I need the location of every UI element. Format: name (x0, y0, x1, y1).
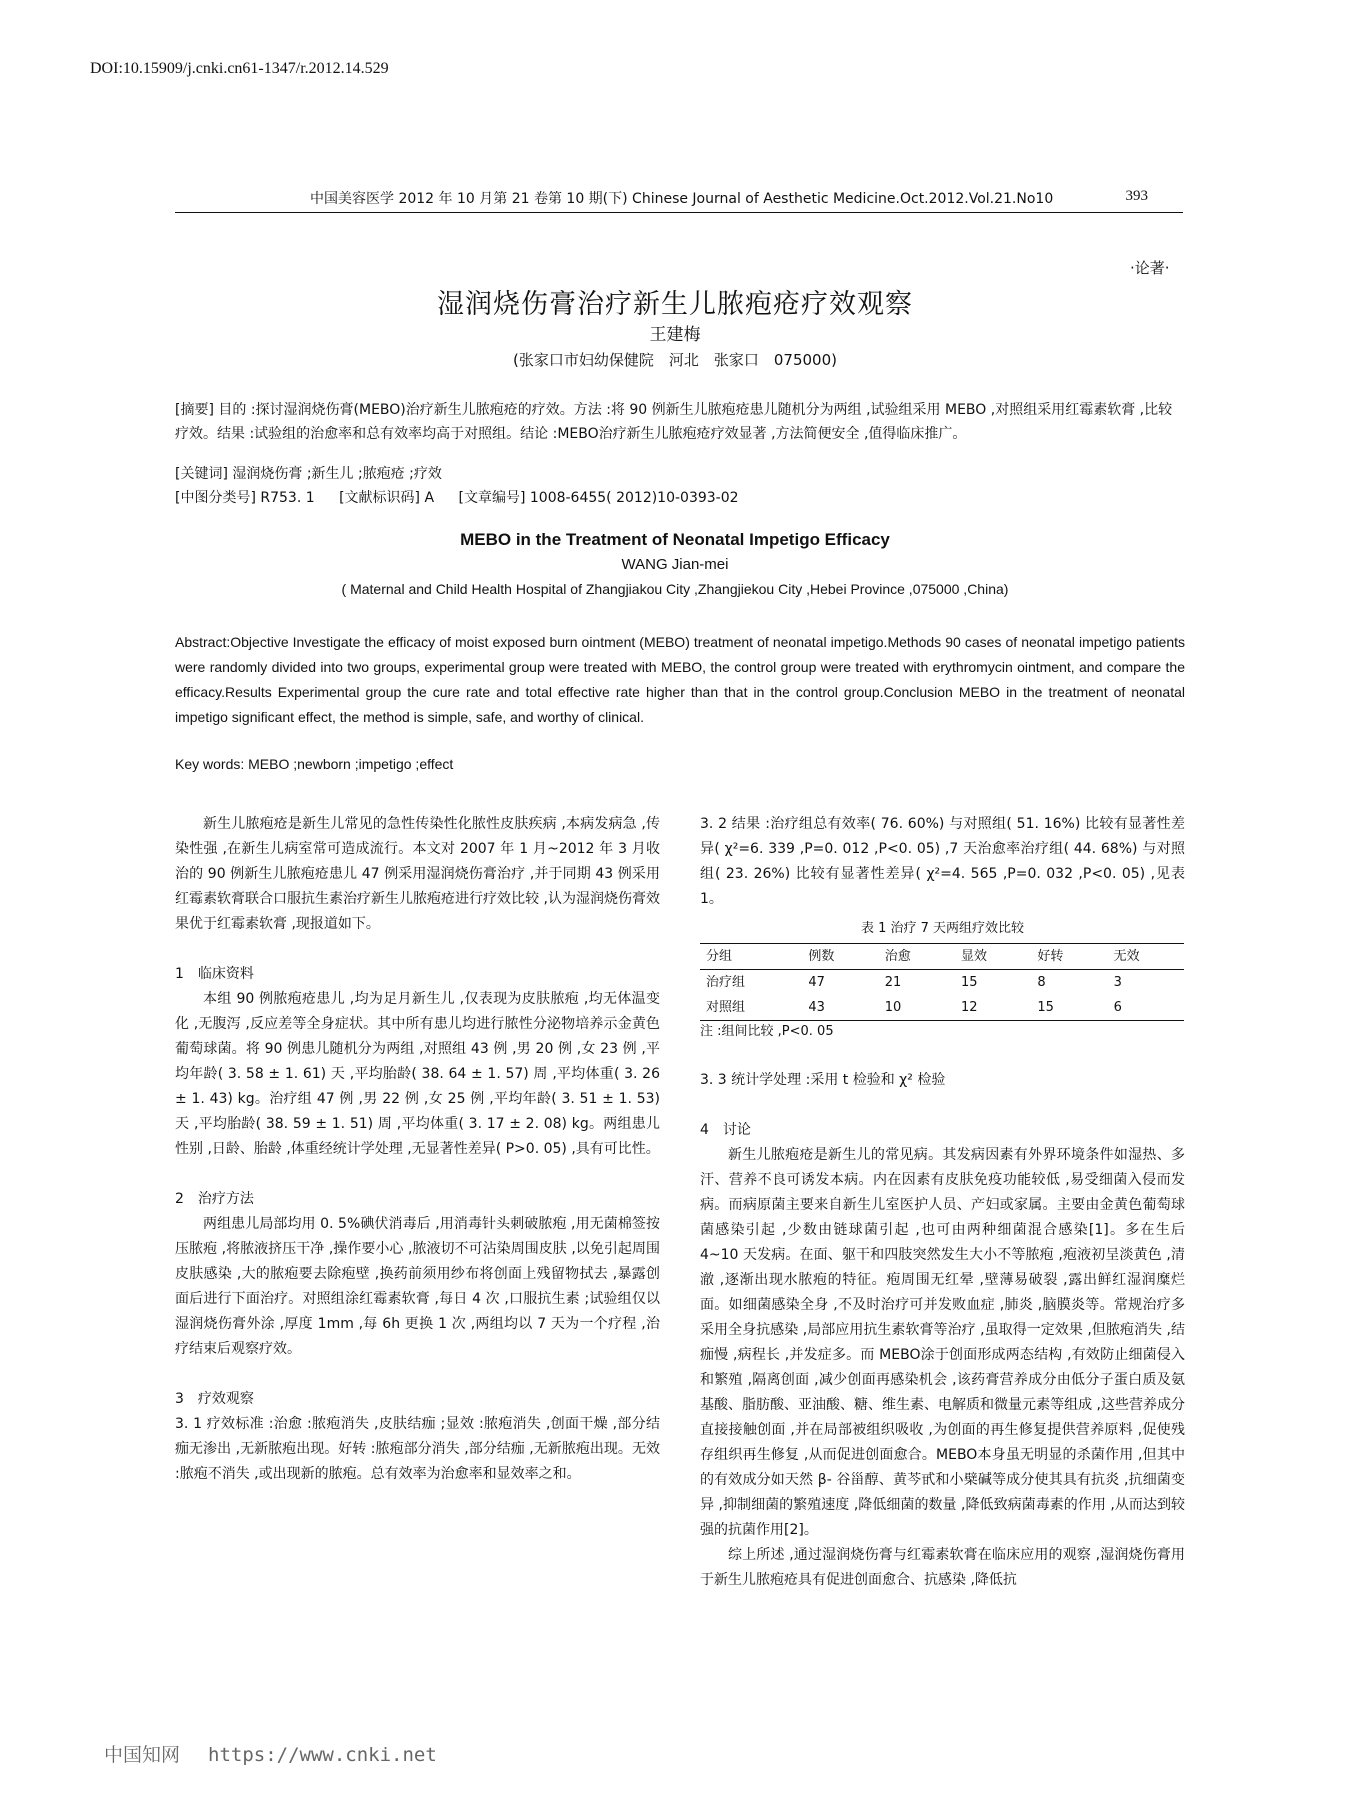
article-title: 湿润烧伤膏治疗新生儿脓疱疮疗效观察 (437, 289, 913, 320)
doi: DOI:10.15909/j.cnki.cn61-1347/r.2012.14.529 (90, 60, 389, 77)
abstract-cn: [摘要] 目的 :探讨湿润烧伤膏(MEBO)治疗新生儿脓疱疮的疗效。方法 :将 90 例新生儿脓疱疮患儿随机分为两组 ,试验组采用 MEBO ,对照组采用红霉素软膏 ,比较疗效。结果 :试验组的治愈率和总有效率均高于对照组。结论 :MEBO治疗新生儿脓疱疮疗效显著 ,方法简便安全 ,值得临床推广。 (175, 402, 1173, 442)
table-cell: 15 (1037, 1000, 1054, 1015)
keywords-block (175, 462, 1185, 510)
conclusion-paragraph: 综上所述 ,通过湿润烧伤膏与红霉素软膏在临床应用的观察 ,湿润烧伤膏用于新生儿脓疱疮具有促进创面愈合、抗感染 ,降低抗 (700, 1547, 1185, 1588)
table-row (700, 995, 1184, 1021)
author: 王建梅 (649, 325, 701, 345)
table-cell: 8 (1037, 975, 1046, 990)
running-head (175, 188, 1183, 213)
efficacy-table (700, 943, 1184, 1021)
table-row (700, 970, 1184, 996)
right-column (700, 812, 1185, 1593)
heading-discussion: 4 讨论 (700, 1122, 751, 1138)
english-abstract: Abstract:Objective Investigate the efficacy of moist exposed burn ointment (MEBO) treatment of neonatal impetigo.Methods 90 cases of neonatal impetigo patients were randomly divided into two groups, experimental group were treated with MEBO, the control group were treated with erythromycin ointment, and compare the efficacy.Results Experimental group the cure rate and total effective rate higher than that in the control group.Conclusion MEBO in the treatment of neonatal impetigo significant effect, the method is simple, safe, and worthy of clinical. (175, 634, 1185, 725)
treatment-paragraph: 两组患儿局部均用 0. 5%碘伏消毒后 ,用消毒针头刺破脓疱 ,用无菌棉签按压脓疱 ,将脓液挤压干净 ,操作要小心 ,脓液切不可沾染周围皮肤 ,以免引起周围皮肤感染 ,大的脓疱要去除疱壁 ,换药前须用纱布将创面上残留物拭去 ,暴露创面后进行下面治疗。对照组涂红霉素软膏 ,每日 4 次 ,口服抗生素 ;试验组仅以湿润烧伤膏外涂 ,厚度 1mm ,每 6h 更换 1 次 ,两组均以 7 天为一个疗程 ,治疗结束后观察疗效。 (175, 1216, 660, 1357)
table-cell: 47 (808, 975, 825, 990)
journal-info: 中国美容医学 2012 年 10 月第 21 卷第 10 期(下) Chinese Journal of Aesthetic Medicine.Oct.2012.Vol.21.No10 (310, 191, 1054, 207)
keywords-cn: [关键词] 湿润烧伤膏 ;新生儿 ;脓疱疮 ;疗效 (175, 466, 442, 482)
classification-number: [中图分类号] R753. 1 (175, 490, 315, 506)
table-cell: 3 (1113, 975, 1122, 990)
clinical-data-paragraph: 本组 90 例脓疱疮患儿 ,均为足月新生儿 ,仅表现为皮肤脓疱 ,均无体温变化 ,无腹泻 ,反应差等全身症状。其中所有患儿均进行脓性分泌物培养示金黄色葡萄球菌。将 90 例患儿随机分为两组 ,对照组 43 例 ,男 20 例 ,女 23 例 ,平均年龄( 3. 58 ± 1. 61) 天 ,平均胎龄( 38. 64 ± 1. 57) 周 ,平均体重( 3. 26 ± 1. 43) kg。治疗组 47 例 ,男 22 例 ,女 25 例 ,平均年龄( 3. 51 ± 1. 53) 天 ,平均胎龄( 38. 59 ± 1. 51) 周 ,平均体重( 3. 17 ± 2. 08) kg。两组患儿性别 ,日龄、胎龄 ,体重经统计学处理 ,无显著性差异( P>0. 05) ,具有可比性。 (175, 991, 660, 1157)
table-header: 分组 (706, 949, 733, 964)
table-header: 好转 (1037, 949, 1064, 964)
english-keywords: Key words: MEBO ;newborn ;impetigo ;effect (175, 756, 454, 772)
english-author: WANG Jian-mei (621, 556, 729, 573)
efficacy-criteria-paragraph: 3. 1 疗效标准 :治愈 :脓疱消失 ,皮肤结痂 ;显效 :脓疱消失 ,创面干燥 ,部分结痂无渗出 ,无新脓疱出现。好转 :脓疱部分消失 ,部分结痂 ,无新脓疱出现。无效 :脓疱不消失 ,或出现新的脓疱。总有效率为治愈率和显效率之和。 (175, 1416, 660, 1482)
table-cell: 43 (808, 1000, 825, 1015)
table-header-row (700, 944, 1184, 970)
footer (104, 1740, 465, 1767)
table-header: 显效 (961, 949, 988, 964)
left-column (175, 812, 660, 1487)
heading-treatment: 2 治疗方法 (175, 1191, 254, 1207)
table-cell: 15 (961, 975, 978, 990)
footer-site-name: 中国知网 (104, 1744, 181, 1766)
table-cell: 6 (1113, 1000, 1122, 1015)
intro-paragraph: 新生儿脓疱疮是新生儿常见的急性传染性化脓性皮肤疾病 ,本病发病急 ,传染性强 ,在新生儿病室常可造成流行。本文对 2007 年 1 月~2012 年 3 月收治的 90 例新生儿脓疱疮患儿 47 例采用湿润烧伤膏治疗 ,并于同期 43 例采用红霉素软膏联合口服抗生素治疗新生儿脓疱疮进行疗效比较 ,认为湿润烧伤膏效果优于红霉素软膏 ,现报道如下。 (175, 816, 660, 932)
table-cell: 21 (884, 975, 902, 990)
results-paragraph: 3. 2 结果 :治疗组总有效率( 76. 60%) 与对照组( 51. 16%) 比较有显著性差异( χ²=6. 339 ,P=0. 012 ,P<0. 05) ,7 天治愈率治疗组( 44. 68%) 与对照组( 23. 26%) 比较有显著性差异( χ²=4. 565 ,P=0. 032 ,P<0. 05) ,见表 1。 (700, 816, 1185, 907)
english-affiliation: ( Maternal and Child Health Hospital of Zhangjiakou City ,Zhangjiekou City ,Hebei Province ,075000 ,China) (341, 581, 1009, 597)
table-header: 治愈 (884, 949, 911, 964)
footer-url[interactable]: https://www.cnki.net (208, 1744, 437, 1766)
table-header: 例数 (808, 949, 835, 964)
affiliation: (张家口市妇幼保健院 河北 张家口 075000) (513, 351, 837, 369)
english-title: MEBO in the Treatment of Neonatal Impetigo Efficacy (460, 530, 890, 549)
discussion-paragraph: 新生儿脓疱疮是新生儿的常见病。其发病因素有外界环境条件如湿热、多汗、营养不良可诱发本病。内在因素有皮肤免疫功能较低 ,易受细菌入侵而发病。而病原菌主要来自新生儿室医护人员、产妇或家属。主要由金黄色葡萄球菌感染引起 ,少数由链球菌引起 ,也可由两种细菌混合感染[1]。多在生后 4~10 天发病。在面、躯干和四肢突然发生大小不等脓疱 ,疱液初呈淡黄色 ,清澈 ,逐渐出现水脓疱的特征。疱周围无红晕 ,壁薄易破裂 ,露出鲜红湿润糜烂面。如细菌感染全身 ,不及时治疗可并发败血症 ,肺炎 ,脑膜炎等。常规治疗多采用全身抗感染 ,局部应用抗生素软膏等治疗 ,虽取得一定效果 ,但脓疱消失 ,结痂慢 ,病程长 ,并发症多。而 MEBO涂于创面形成两态结构 ,有效防止细菌侵入和繁殖 ,隔离创面 ,减少创面再感染机会 ,该药膏营养成分由低分子蛋白质及氨基酸、脂肪酸、亚油酸、糖、维生素、电解质和微量元素等组成 ,这些营养成分直接接触创面 ,并在局部被组织吸收 ,为创面的再生修复提供营养原料 ,促使残存组织再生修复 ,从而促进创面愈合。MEBO本身虽无明显的杀菌作用 ,但其中的有效成分如天然 β- 谷甾醇、黄芩甙和小檗碱等成分使其具有抗炎 ,抗细菌变异 ,抑制细菌的繁殖速度 ,降低细菌的数量 ,降低致病菌毒素的作用 ,从而达到较强的抗菌作用[2]。 (700, 1147, 1185, 1538)
section-tag: ·论著· (1130, 259, 1170, 277)
statistics-paragraph: 3. 3 统计学处理 :采用 t 检验和 χ² 检验 (700, 1072, 946, 1088)
table-header: 无效 (1113, 949, 1140, 964)
table-cell: 10 (884, 1000, 902, 1015)
table-cell: 12 (961, 1000, 978, 1015)
table-cell: 治疗组 (706, 975, 746, 990)
table-cell: 对照组 (706, 1000, 746, 1015)
article-number: [文章编号] 1008-6455( 2012)10-0393-02 (458, 490, 739, 506)
page-number: 393 (1125, 188, 1148, 204)
document-code: [文献标识码] A (339, 490, 435, 506)
heading-clinical-data: 1 临床资料 (175, 966, 254, 982)
table-title: 表 1 治疗 7 天两组疗效比较 (860, 921, 1025, 936)
heading-efficacy: 3 疗效观察 (175, 1391, 254, 1407)
table-note: 注 :组间比较 ,P<0. 05 (700, 1024, 834, 1039)
